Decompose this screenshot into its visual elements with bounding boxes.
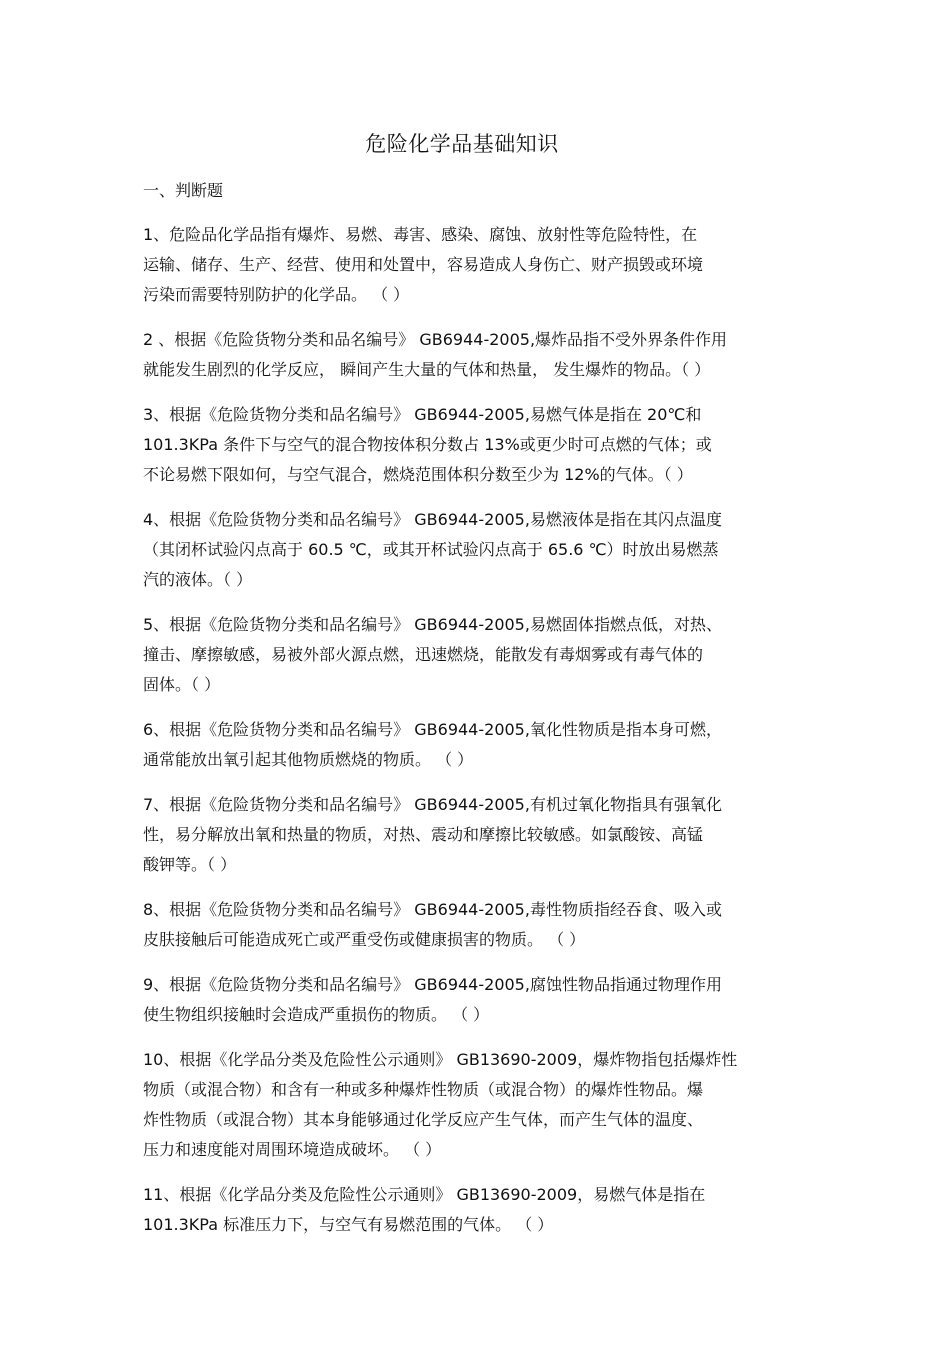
question-line: 101.3KPa 条件下与空气的混合物按体积分数占 13%或更少时可点燃的气体；或 (143, 435, 712, 454)
question-line: 5、根据《危险货物分类和品名编号》 GB6944-2005,易燃固体指燃点低，对热、 (143, 615, 722, 634)
question-line: 1、危险品化学品指有爆炸、易燃、毒害、感染、腐蚀、放射性等危险特性，在 (143, 225, 698, 244)
question-10 (143, 1045, 813, 1165)
question-line: 撞击、摩擦敏感，易被外部火源点燃，迅速燃烧，能散发有毒烟雾或有毒气体的 (143, 645, 704, 664)
question-8 (143, 895, 813, 955)
question-line: 炸性物质（或混合物）其本身能够通过化学反应产生气体，而产生气体的温度、 (143, 1110, 704, 1129)
question-line: 2 、根据《危险货物分类和品名编号》 GB6944-2005,爆炸品指不受外界条件作用 (143, 330, 728, 349)
question-5 (143, 610, 813, 700)
question-line: 汽的液体。（ ） (143, 570, 253, 589)
question-3 (143, 400, 813, 490)
document-title: 危险化学品基础知识 (365, 132, 559, 156)
question-line: 就能发生剧烈的化学反应， 瞬间产生大量的气体和热量， 发生爆炸的物品。（ ） (143, 360, 711, 379)
section-heading: 一、判断题 (143, 181, 224, 200)
question-line: 运输、储存、生产、经营、使用和处置中，容易造成人身伤亡、财产损毁或环境 (143, 255, 704, 274)
question-9 (143, 970, 813, 1030)
question-line: 7、根据《危险货物分类和品名编号》 GB6944-2005,有机过氧化物指具有强氧化 (143, 795, 722, 814)
question-line: 9、根据《危险货物分类和品名编号》 GB6944-2005,腐蚀性物品指通过物理作用 (143, 975, 722, 994)
question-line: 固体。（ ） (143, 675, 221, 694)
question-line: 污染而需要特别防护的化学品。 （ ） (143, 285, 410, 304)
question-line: 10、根据《化学品分类及危险性公示通则》 GB13690-2009，爆炸物指包括爆炸性 (143, 1050, 738, 1069)
question-line: 6、根据《危险货物分类和品名编号》 GB6944-2005,氧化性物质是指本身可燃， (143, 720, 722, 739)
question-line: 皮肤接触后可能造成死亡或严重受伤或健康损害的物质。 （ ） (143, 930, 586, 949)
question-list (143, 220, 813, 1255)
question-4 (143, 505, 813, 595)
question-line: 11、根据《化学品分类及危险性公示通则》 GB13690-2009，易燃气体是指在 (143, 1185, 706, 1204)
question-line: （其闭杯试验闪点高于 60.5 ℃，或其开杯试验闪点高于 65.6 ℃）时放出易燃蒸 (143, 540, 719, 559)
question-line: 不论易燃下限如何，与空气混合，燃烧范围体积分数至少为 12%的气体。（ ） (143, 465, 693, 484)
question-2 (143, 325, 813, 385)
question-11 (143, 1180, 813, 1240)
question-line: 压力和速度能对周围环境造成破坏。 （ ） (143, 1140, 442, 1159)
question-6 (143, 715, 813, 775)
question-line: 3、根据《危险货物分类和品名编号》 GB6944-2005,易燃气体是指在 20℃和 (143, 405, 702, 424)
question-line: 性，易分解放出氧和热量的物质，对热、震动和摩擦比较敏感。如氯酸铵、高锰 (143, 825, 704, 844)
question-line: 4、根据《危险货物分类和品名编号》 GB6944-2005,易燃液体是指在其闪点温度 (143, 510, 722, 529)
question-1 (143, 220, 813, 310)
question-line: 物质（或混合物）和含有一种或多种爆炸性物质（或混合物）的爆炸性物品。爆 (143, 1080, 704, 1099)
question-line: 酸钾等。（ ） (143, 855, 237, 874)
question-line: 8、根据《危险货物分类和品名编号》 GB6944-2005,毒性物质指经吞食、吸入或 (143, 900, 722, 919)
question-line: 101.3KPa 标准压力下，与空气有易燃范围的气体。 （ ） (143, 1215, 554, 1234)
question-line: 通常能放出氧引起其他物质燃烧的物质。 （ ） (143, 750, 474, 769)
question-line: 使生物组织接触时会造成严重损伤的物质。 （ ） (143, 1005, 490, 1024)
question-7 (143, 790, 813, 880)
